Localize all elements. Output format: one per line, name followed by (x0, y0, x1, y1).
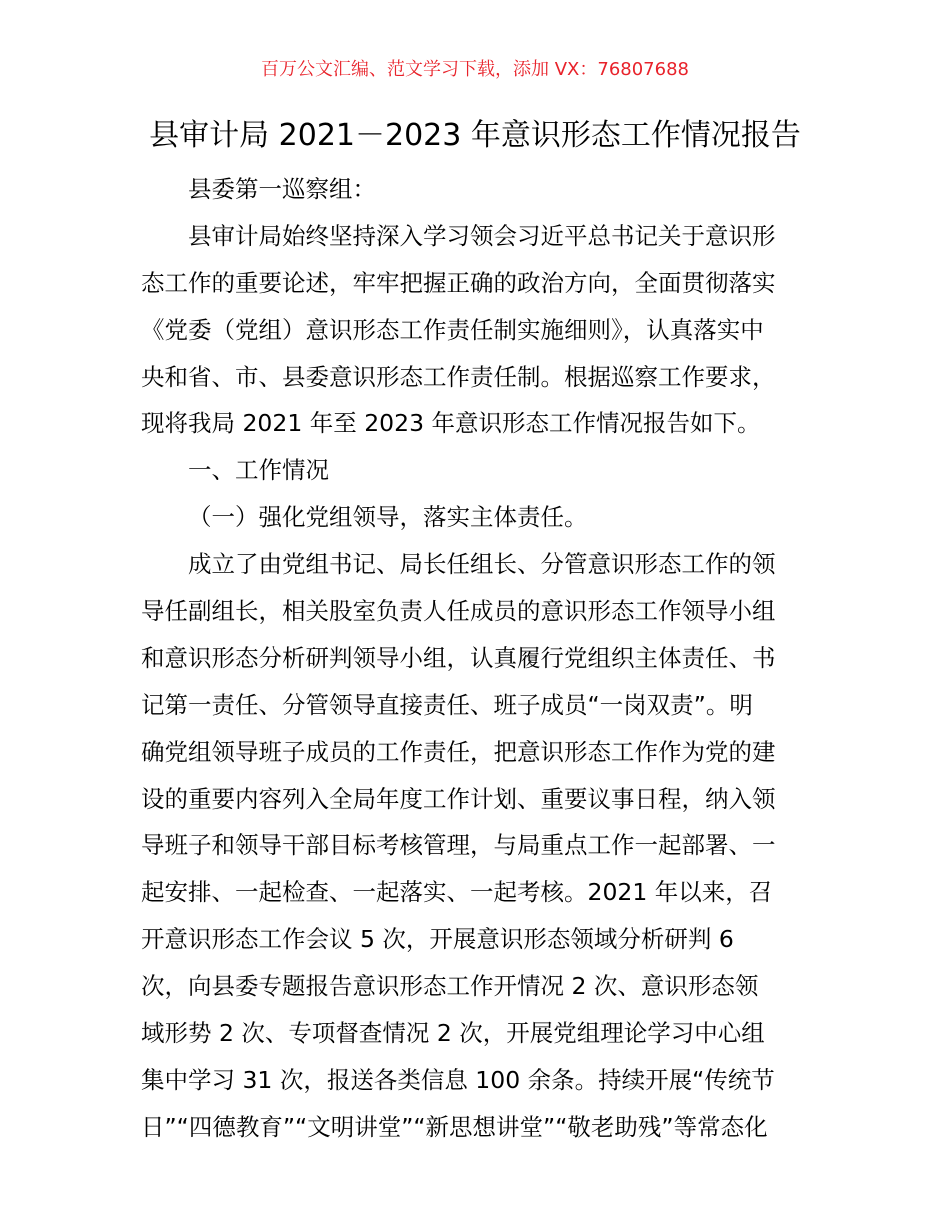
document-title: 县审计局 2021－2023 年意识形态工作情况报告 (149, 118, 801, 153)
body-line: 日”“四德教育”“文明讲堂”“新思想讲堂”“敬老助残”等常态化 (141, 1112, 768, 1141)
body-line: 开意识形态工作会议 5 次，开展意识形态领域分析研判 6 (141, 925, 734, 954)
subsection-heading: （一）强化党组领导，落实主体责任。 (188, 503, 588, 532)
section-heading: 一、工作情况 (188, 456, 329, 485)
body-line: 起安排、一起检查、一起落实、一起考核。2021 年以来，召 (141, 878, 773, 907)
body-line: 确党组领导班子成员的工作责任，把意识形态工作作为党的建 (141, 737, 776, 766)
salutation: 县委第一巡察组： (188, 175, 376, 203)
body-line: 导班子和领导干部目标考核管理，与局重点工作一起部署、一 (141, 831, 776, 860)
document-body (141, 166, 821, 1151)
intro-line: 《党委（党组）意识形态工作责任制实施细则》，认真落实中 (141, 315, 764, 344)
body-line: 域形势 2 次、专项督查情况 2 次，开展党组理论学习中心组 (141, 1019, 765, 1048)
body-line: 记第一责任、分管领导直接责任、班子成员“一岗双责”。明 (141, 690, 753, 719)
body-line: 集中学习 31 次，报送各类信息 100 余条。持续开展“传统节 (141, 1065, 775, 1094)
body-line: 成立了由党组书记、局长任组长、分管意识形态工作的领 (188, 550, 776, 579)
body-line: 导任副组长，相关股室负责人任成员的意识形态工作领导小组 (141, 597, 776, 626)
intro-line: 现将我局 2021 年至 2023 年意识形态工作情况报告如下。 (141, 409, 761, 438)
body-line: 次，向县委专题报告意识形态工作开情况 2 次、意识形态领 (141, 972, 759, 1001)
watermark-banner: 百万公文汇编、范文学习下载，添加 VX：76807688 (261, 59, 689, 80)
body-line: 设的重要内容列入全局年度工作计划、重要议事日程，纳入领 (141, 784, 776, 813)
intro-line: 县审计局始终坚持深入学习领会习近平总书记关于意识形 (188, 221, 776, 250)
intro-line: 态工作的重要论述，牢牢把握正确的政治方向，全面贯彻落实 (141, 268, 776, 297)
body-line: 和意识形态分析研判领导小组，认真履行党组织主体责任、书 (141, 643, 776, 672)
intro-line: 央和省、市、县委意识形态工作责任制。根据巡察工作要求， (141, 362, 776, 391)
